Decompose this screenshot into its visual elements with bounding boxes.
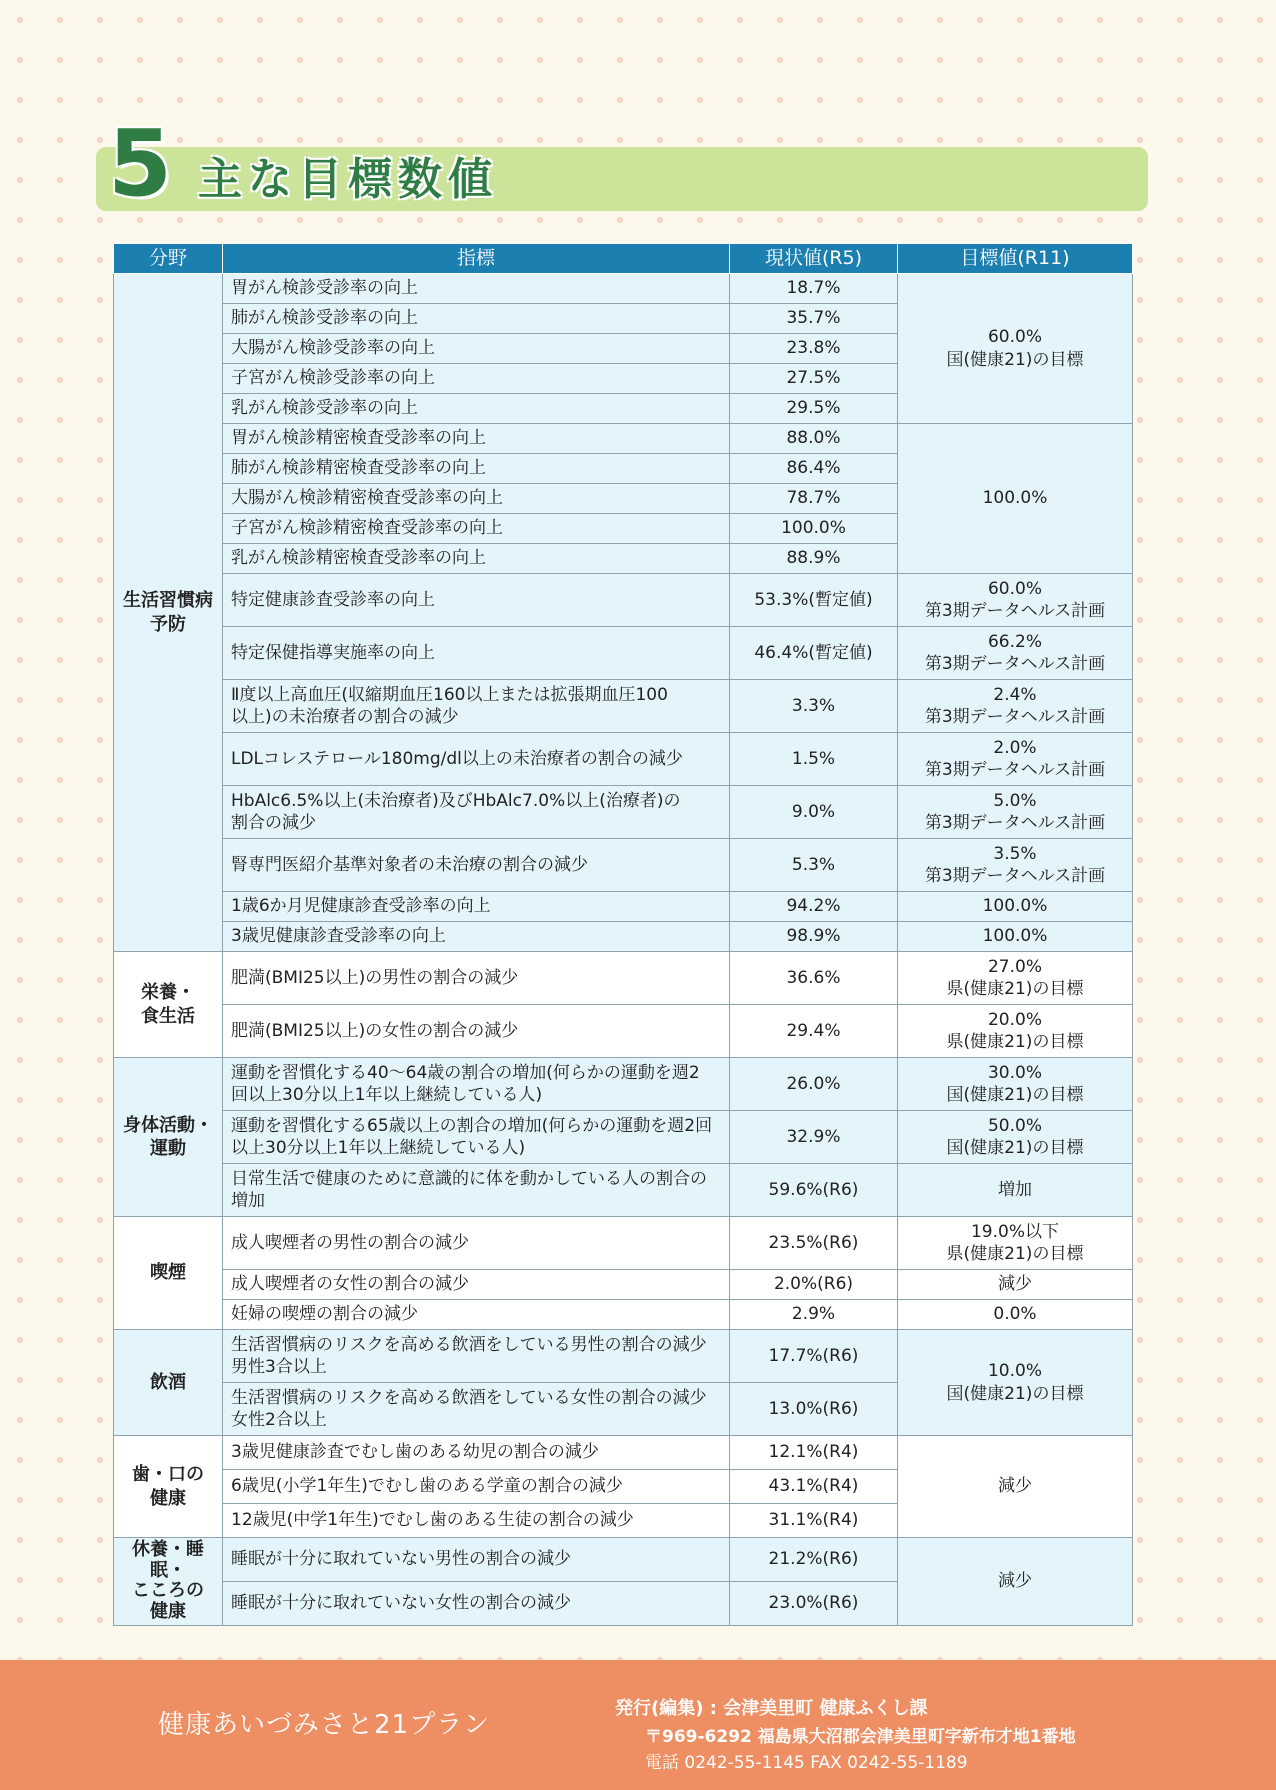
indicator: 大腸がん検診精密検査受診率の向上	[223, 484, 730, 514]
table-row	[114, 424, 1133, 454]
indicator: 大腸がん検診受診率の向上	[223, 334, 730, 364]
table-row	[114, 627, 1133, 680]
category-activity: 身体活動・ 運動	[114, 1058, 223, 1217]
footer-plan-name: 健康あいづみさと21プラン	[158, 1710, 491, 1740]
category-smoking: 喫煙	[114, 1217, 223, 1330]
current-value: 35.7%	[730, 304, 898, 334]
indicator: 3歳児健康診査でむし歯のある幼児の割合の減少	[223, 1436, 730, 1470]
table-row	[114, 1300, 1133, 1330]
indicator: 生活習慣病のリスクを高める飲酒をしている女性の割合の減少 女性2合以上	[223, 1383, 730, 1436]
indicator: 生活習慣病のリスクを高める飲酒をしている男性の割合の減少 男性3合以上	[223, 1330, 730, 1383]
current-value: 43.1%(R4)	[730, 1470, 898, 1504]
table-row	[114, 892, 1133, 922]
current-value: 88.9%	[730, 544, 898, 574]
indicator: 乳がん検診受診率の向上	[223, 394, 730, 424]
indicator: 子宮がん検診受診率の向上	[223, 364, 730, 394]
indicator: 12歳児(中学1年生)でむし歯のある生徒の割合の減少	[223, 1504, 730, 1538]
current-value: 18.7%	[730, 274, 898, 304]
table-row	[114, 1058, 1133, 1111]
current-value: 26.0%	[730, 1058, 898, 1111]
indicator: 肺がん検診受診率の向上	[223, 304, 730, 334]
indicator: 成人喫煙者の女性の割合の減少	[223, 1270, 730, 1300]
category-teeth: 歯・口の 健康	[114, 1436, 223, 1538]
footer	[0, 1660, 1276, 1790]
indicator: 特定健康診査受診率の向上	[223, 574, 730, 627]
target-value: 2.0% 第3期データヘルス計画	[898, 733, 1133, 786]
indicator: 肥満(BMI25以上)の女性の割合の減少	[223, 1005, 730, 1058]
target-value: 100.0%	[898, 892, 1133, 922]
indicator: 胃がん検診受診率の向上	[223, 274, 730, 304]
target-value: 10.0% 国(健康21)の目標	[898, 1330, 1133, 1436]
current-value: 29.4%	[730, 1005, 898, 1058]
target-value: 減少	[898, 1436, 1133, 1538]
current-value: 53.3%(暫定値)	[730, 574, 898, 627]
target-value: 100.0%	[898, 922, 1133, 952]
indicator: 特定保健指導実施率の向上	[223, 627, 730, 680]
category-alcohol: 飲酒	[114, 1330, 223, 1436]
indicator: 運動を習慣化する40〜64歳の割合の増加(何らかの運動を週2 回以上30分以上1年以上継続している人)	[223, 1058, 730, 1111]
target-value: 27.0% 県(健康21)の目標	[898, 952, 1133, 1005]
indicator: 胃がん検診精密検査受診率の向上	[223, 424, 730, 454]
current-value: 32.9%	[730, 1111, 898, 1164]
target-value: 2.4% 第3期データヘルス計画	[898, 680, 1133, 733]
current-value: 3.3%	[730, 680, 898, 733]
current-value: 2.9%	[730, 1300, 898, 1330]
category-rest: 休養・睡眠・ こころの 健康	[114, 1538, 223, 1626]
current-value: 9.0%	[730, 786, 898, 839]
target-value: 60.0% 国(健康21)の目標	[898, 274, 1133, 424]
indicator: 睡眠が十分に取れていない女性の割合の減少	[223, 1581, 730, 1625]
target-value: 19.0%以下 県(健康21)の目標	[898, 1217, 1133, 1270]
current-value: 88.0%	[730, 424, 898, 454]
target-value: 減少	[898, 1538, 1133, 1626]
table-row	[114, 1164, 1133, 1217]
target-value: 5.0% 第3期データヘルス計画	[898, 786, 1133, 839]
indicator: 子宮がん検診精密検査受診率の向上	[223, 514, 730, 544]
table-row	[114, 786, 1133, 839]
current-value: 5.3%	[730, 839, 898, 892]
target-value: 60.0% 第3期データヘルス計画	[898, 574, 1133, 627]
table-row	[114, 839, 1133, 892]
category-lifestyle: 生活習慣病 予防	[114, 274, 223, 952]
header-current: 現状値(R5)	[730, 244, 898, 274]
indicator: HbAlc6.5%以上(未治療者)及びHbAlc7.0%以上(治療者)の 割合の減少	[223, 786, 730, 839]
current-value: 29.5%	[730, 394, 898, 424]
current-value: 100.0%	[730, 514, 898, 544]
current-value: 98.9%	[730, 922, 898, 952]
category-nutrition: 栄養・ 食生活	[114, 952, 223, 1058]
current-value: 2.0%(R6)	[730, 1270, 898, 1300]
current-value: 46.4%(暫定値)	[730, 627, 898, 680]
table-row	[114, 1005, 1133, 1058]
current-value: 78.7%	[730, 484, 898, 514]
current-value: 23.0%(R6)	[730, 1581, 898, 1625]
current-value: 94.2%	[730, 892, 898, 922]
indicator: 妊婦の喫煙の割合の減少	[223, 1300, 730, 1330]
table-row	[114, 1217, 1133, 1270]
current-value: 12.1%(R4)	[730, 1436, 898, 1470]
indicator: 肺がん検診精密検査受診率の向上	[223, 454, 730, 484]
indicator: 6歳児(小学1年生)でむし歯のある学童の割合の減少	[223, 1470, 730, 1504]
indicator: 肥満(BMI25以上)の男性の割合の減少	[223, 952, 730, 1005]
current-value: 13.0%(R6)	[730, 1383, 898, 1436]
table-row	[114, 1538, 1133, 1582]
table-row	[114, 1111, 1133, 1164]
current-value: 86.4%	[730, 454, 898, 484]
table-row	[114, 733, 1133, 786]
indicator: 3歳児健康診査受診率の向上	[223, 922, 730, 952]
target-value: 3.5% 第3期データヘルス計画	[898, 839, 1133, 892]
target-value: 0.0%	[898, 1300, 1133, 1330]
table-row	[114, 1270, 1133, 1300]
table-row	[114, 922, 1133, 952]
section-title: 主な目標数値	[198, 154, 498, 205]
footer-contact: 電話 0242-55-1145 FAX 0242-55-1189	[645, 1753, 968, 1773]
table-row	[114, 274, 1133, 304]
footer-address: 〒969-6292 福島県大沼郡会津美里町字新布才地1番地	[645, 1727, 1076, 1747]
current-value: 23.5%(R6)	[730, 1217, 898, 1270]
section-number: 5	[108, 110, 173, 217]
target-value: 50.0% 国(健康21)の目標	[898, 1111, 1133, 1164]
target-value: 減少	[898, 1270, 1133, 1300]
indicator: 成人喫煙者の男性の割合の減少	[223, 1217, 730, 1270]
table-row	[114, 1436, 1133, 1470]
current-value: 59.6%(R6)	[730, 1164, 898, 1217]
current-value: 31.1%(R4)	[730, 1504, 898, 1538]
target-value: 66.2% 第3期データヘルス計画	[898, 627, 1133, 680]
indicator: Ⅱ度以上高血圧(収縮期血圧160以上または拡張期血圧100 以上)の未治療者の割合の減少	[223, 680, 730, 733]
current-value: 23.8%	[730, 334, 898, 364]
current-value: 1.5%	[730, 733, 898, 786]
goals-table	[113, 243, 1133, 1626]
indicator: 1歳6か月児健康診査受診率の向上	[223, 892, 730, 922]
table-row	[114, 952, 1133, 1005]
target-value: 30.0% 国(健康21)の目標	[898, 1058, 1133, 1111]
indicator: 腎専門医紹介基準対象者の未治療の割合の減少	[223, 839, 730, 892]
table-row	[114, 574, 1133, 627]
current-value: 27.5%	[730, 364, 898, 394]
header-target: 目標値(R11)	[898, 244, 1133, 274]
indicator: 運動を習慣化する65歳以上の割合の増加(何らかの運動を週2回 以上30分以上1年以上継続している人)	[223, 1111, 730, 1164]
table-row	[114, 1330, 1133, 1383]
indicator: 乳がん検診精密検査受診率の向上	[223, 544, 730, 574]
indicator: 睡眠が十分に取れていない男性の割合の減少	[223, 1538, 730, 1582]
current-value: 36.6%	[730, 952, 898, 1005]
current-value: 17.7%(R6)	[730, 1330, 898, 1383]
indicator: 日常生活で健康のために意識的に体を動かしている人の割合の 増加	[223, 1164, 730, 1217]
footer-publisher: 発行(編集) : 会津美里町 健康ふくし課	[615, 1698, 928, 1719]
header-category: 分野	[114, 244, 223, 274]
table-row	[114, 680, 1133, 733]
target-value: 20.0% 県(健康21)の目標	[898, 1005, 1133, 1058]
header-indicator: 指標	[223, 244, 730, 274]
indicator: LDLコレステロール180mg/dl以上の未治療者の割合の減少	[223, 733, 730, 786]
target-value: 増加	[898, 1164, 1133, 1217]
current-value: 21.2%(R6)	[730, 1538, 898, 1582]
target-value: 100.0%	[898, 424, 1133, 574]
